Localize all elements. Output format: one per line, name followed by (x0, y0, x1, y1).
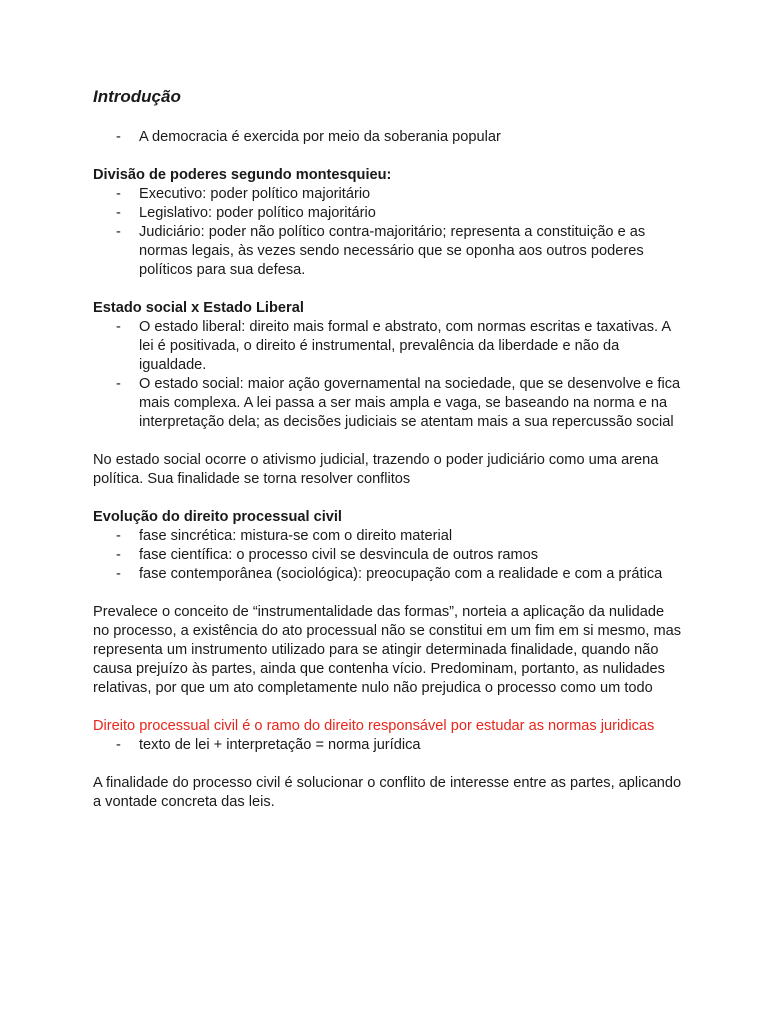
dash-bullet: - (116, 566, 121, 582)
dash-bullet: - (116, 528, 121, 544)
estado-list (93, 318, 683, 432)
document-page (93, 86, 683, 812)
page-title: Introdução (93, 87, 181, 106)
list-item: - Legislativo: poder político majoritário (116, 205, 376, 221)
list-item: - fase científica: o processo civil se desvincula de outros ramos (116, 547, 539, 563)
section-heading-poderes: Divisão de poderes segundo montesquieu: (93, 167, 392, 183)
dash-bullet: - (116, 319, 121, 335)
list-item: - O estado social: maior ação governamental na sociedade, que se desenvolve e fica mais complexa. A lei passa a ser mais ampla e vaga, se baseando na norma e na interpretação dela; as decisões judiciais se atentam mais a sua repercussão social (116, 376, 681, 430)
dash-bullet: - (116, 547, 121, 563)
paragraph-finalidade: A finalidade do processo civil é solucionar o conflito de interesse entre as partes, aplicando a vontade concreta das leis. (93, 775, 682, 810)
dash-bullet: - (116, 737, 121, 753)
intro-list (93, 128, 683, 147)
list-item: - A democracia é exercida por meio da soberania popular (116, 129, 501, 145)
list-item: - fase contemporânea (sociológica): preocupação com a realidade e com a prática (116, 566, 663, 582)
list-item: - O estado liberal: direito mais formal e abstrato, com normas escritas e taxativas. A lei é positivada, o direito é instrumental, prevalência da liberdade e não da igualdade. (116, 319, 671, 373)
list-item: - Judiciário: poder não político contra-majoritário; representa a constituição e as normas legais, às vezes sendo necessário que se oponha aos outros poderes políticos para sua defesa. (116, 224, 646, 278)
dash-bullet: - (116, 129, 121, 145)
list-item: - fase sincrética: mistura-se com o direito material (116, 528, 453, 544)
definicao-list (93, 736, 683, 755)
list-item: - texto de lei + interpretação = norma jurídica (116, 737, 421, 753)
dash-bullet: - (116, 186, 121, 202)
list-item: - Executivo: poder político majoritário (116, 186, 371, 202)
dash-bullet: - (116, 205, 121, 221)
section-heading-estado: Estado social x Estado Liberal (93, 300, 304, 316)
dash-bullet: - (116, 224, 121, 240)
paragraph-ativismo: No estado social ocorre o ativismo judicial, trazendo o poder judiciário como uma arena política. Sua finalidade se torna resolver conflitos (93, 452, 659, 487)
evolucao-list (93, 527, 683, 584)
definition-highlight: Direito processual civil é o ramo do direito responsável por estudar as normas juridicas (93, 718, 655, 734)
dash-bullet: - (116, 376, 121, 392)
section-heading-evolucao: Evolução do direito processual civil (93, 509, 342, 525)
poderes-list (93, 185, 683, 280)
paragraph-instrumentalidade: Prevalece o conceito de “instrumentalidade das formas”, norteia a aplicação da nulidade no processo, a existência do ato processual não se constitui em um fim em si mesmo, mas representa um instrumento utilizado para se atingir determinada finalidade, quando não causa prejuízo às partes, ainda que contenha vício. Predominam, portanto, as nulidades relativas, por que um ato completamente nulo não prejudica o processo como um todo (93, 604, 682, 696)
